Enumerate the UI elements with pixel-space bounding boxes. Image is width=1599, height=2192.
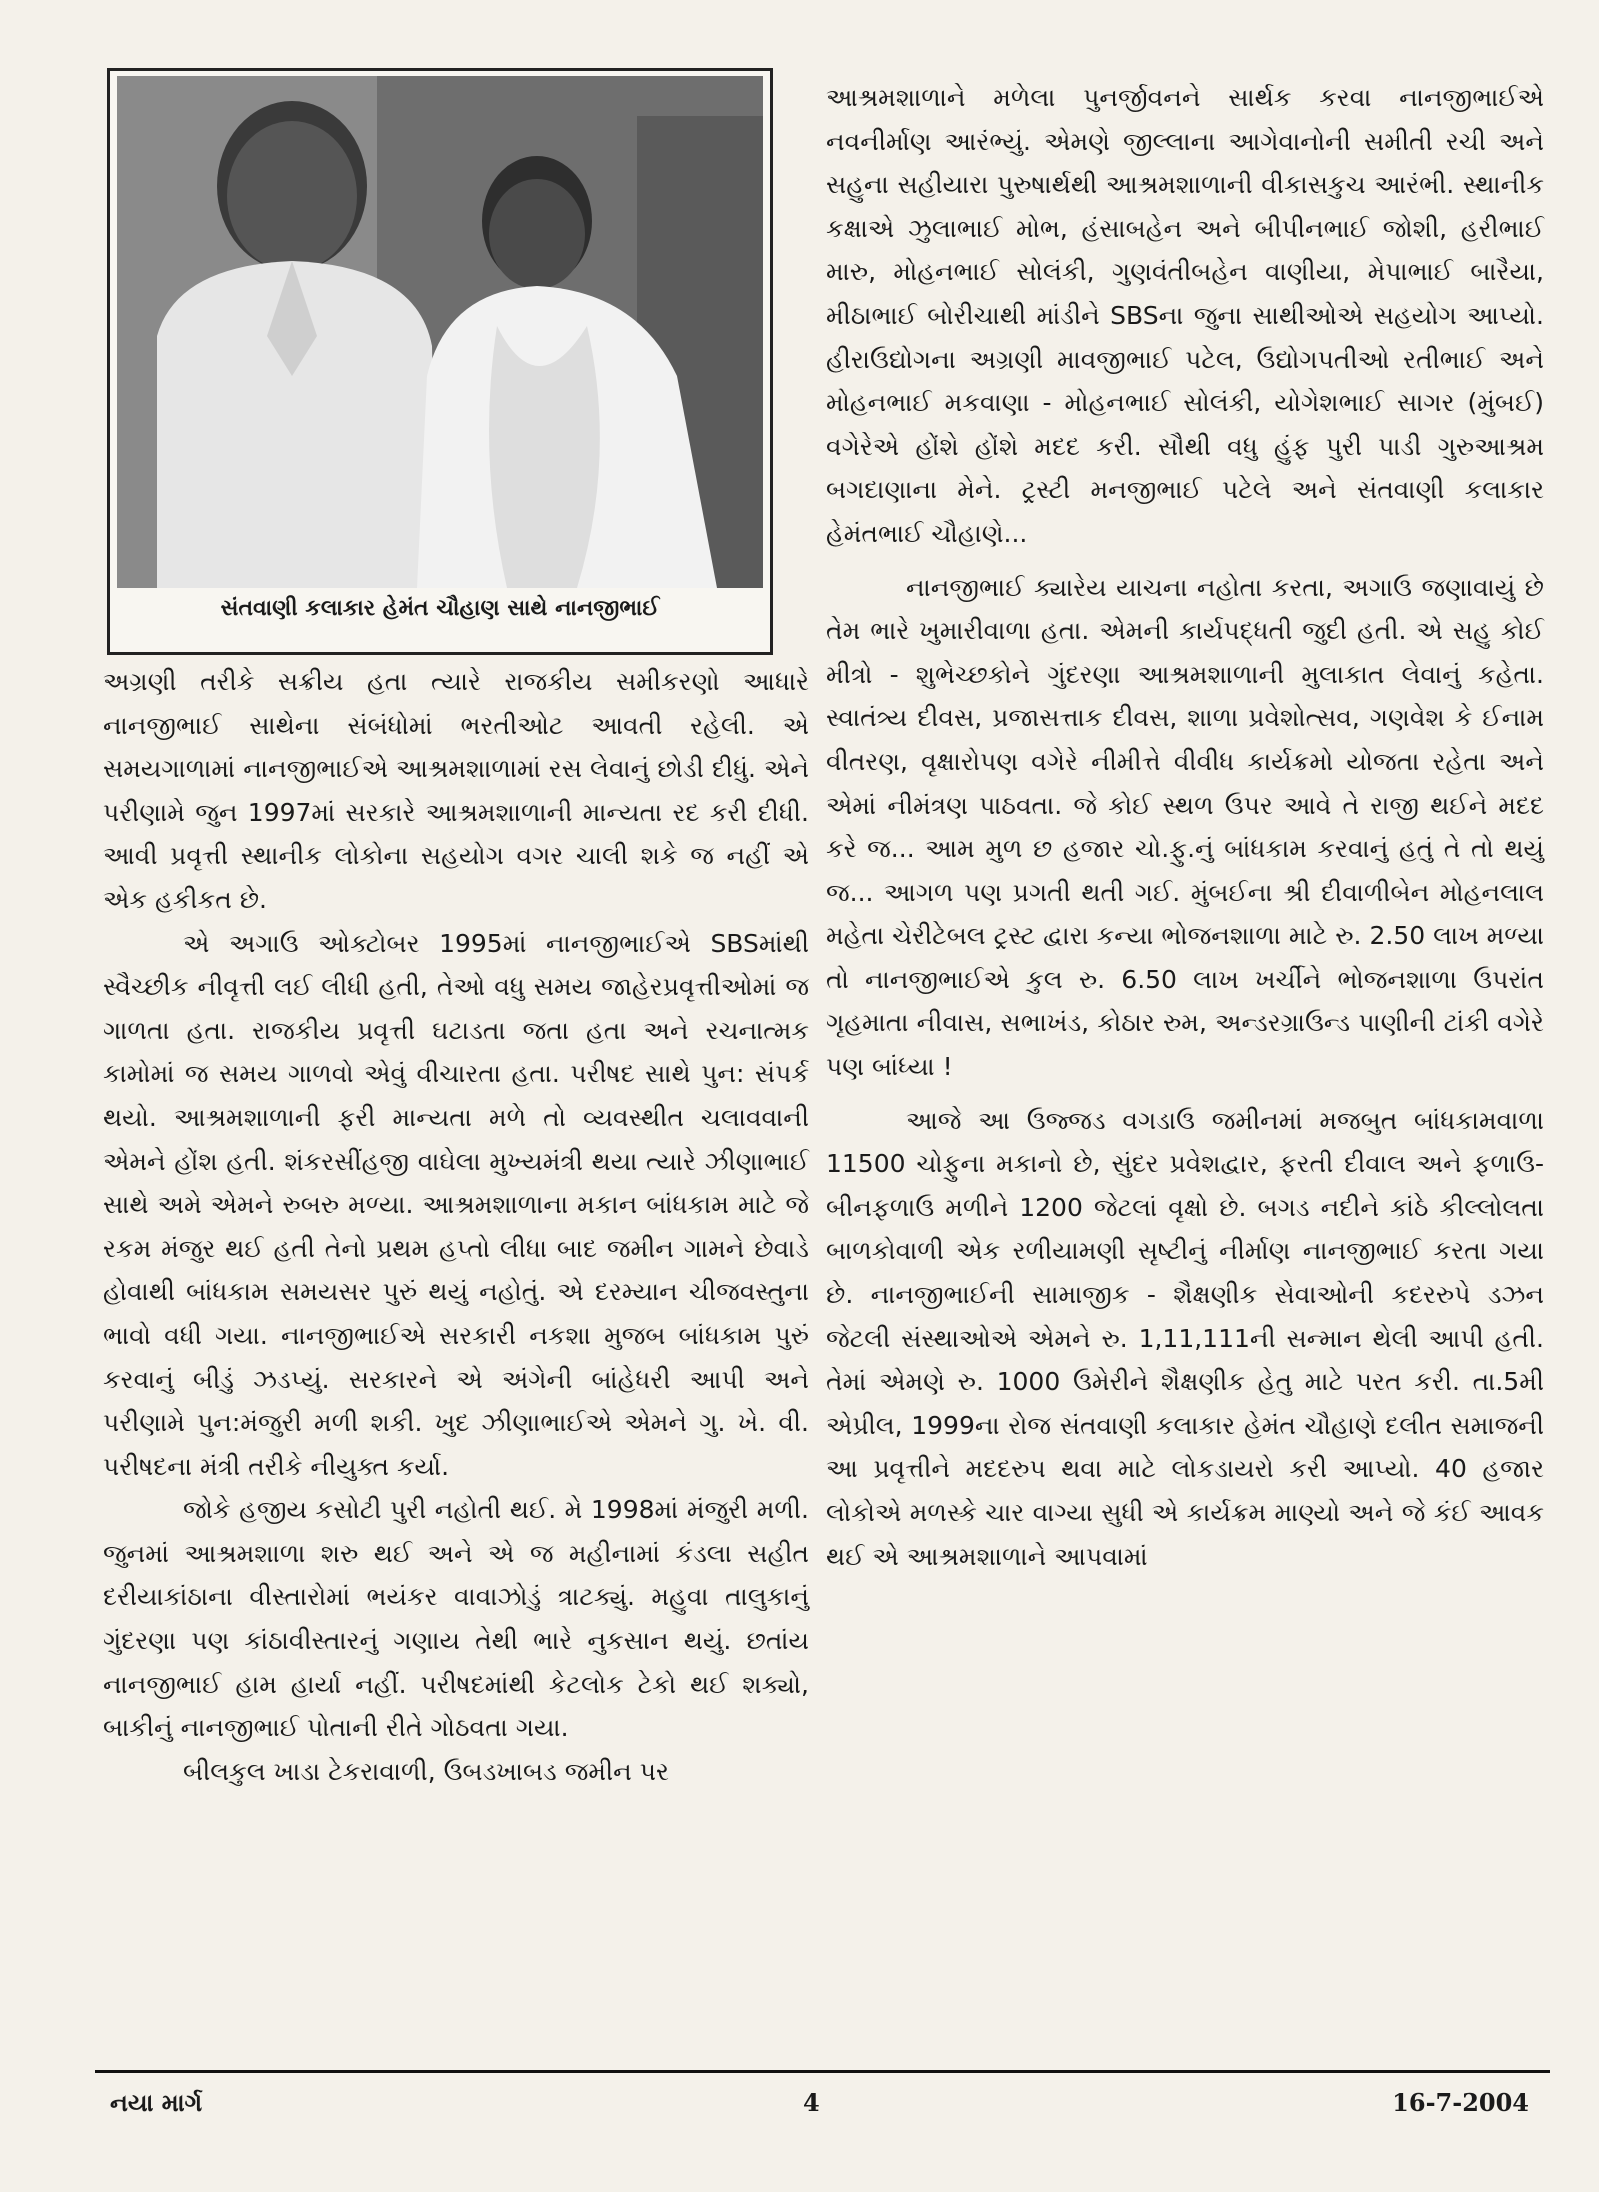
- page-number: 4: [803, 2088, 820, 2117]
- paragraph: એ અગાઉ ઓક્ટોબર 1995માં નાનજીભાઈએ SBSમાંથી સ્વૈચ્છીક નીવૃત્તી લઈ લીધી હતી, તેઓ વધુ સમય જાહેરપ્રવૃત્તીઓમાં જ ગાળતા હતા. રાજકીય પ્રવૃત્તી ઘટાડતા જતા હતા અને રચનાત્મક કામોમાં જ સમય ગાળવો એવું વીચારતા હતા. પરીષદ સાથે પુન: સંપર્ક થયો. આશ્રમશાળાની ફરી માન્યતા મળે તો વ્યવસ્થીત ચલાવવાની એમને હોંશ હતી. શંકરસીંહજી વાઘેલા મુખ્યમંત્રી થયા ત્યારે ઝીણાભાઈ સાથે અમે એમને રુબરુ મળ્યા. આશ્રમશાળાના મકાન બાંધકામ માટે જે રકમ મંજુર થઈ હતી તેનો પ્રથમ હપ્તો લીધા બાદ જમીન ગામને છેવાડે હોવાથી બાંધકામ સમયસર પુરું થયું નહોતું. એ દરમ્યાન ચીજવસ્તુના ભાવો વધી ગયા. નાનજીભાઈએ સરકારી નકશા મુજબ બાંધકામ પુરું કરવાનું બીડું ઝડપ્યું. સરકારને એ અંગેની બાંહેધરી આપી અને પરીણામે પુન:મંજુરી મળી શકી. ખુદ ઝીણાભાઈએ એમને ગુ. ખે. વી. પરીષદના મંત્રી તરીકે નીયુક્ત કર્યા.: [103, 928, 809, 1481]
- left-column: [103, 660, 809, 1793]
- paragraph: નાનજીભાઈ ક્યારેય યાચના નહોતા કરતા, અગાઉ જણાવાયું છે તેમ ભારે ખુમારીવાળા હતા. એમની કાર્યપદ્ધતી જુદી હતી. એ સહુ કોઈ મીત્રો - શુભેચ્છકોને ગુંદરણા આશ્રમશાળાની મુલાકાત લેવાનું કહેતા. સ્વાતંત્ર્ય દીવસ, પ્રજાસત્તાક દીવસ, શાળા પ્રવેશોત્સવ, ગણવેશ કે ઈનામ વીતરણ, વૃક્ષારોપણ વગેરે નીમીત્તે વીવીધ કાર્યક્રમો યોજતા રહેતા અને એમાં નીમંત્રણ પાઠવતા. જે કોઈ સ્થળ ઉપર આવે તે રાજી થઈને મદદ કરે જ... આમ મુળ છ હજાર ચો.ફુ.નું બાંધકામ કરવાનું હતું તે તો થયું જ... આગળ પણ પ્રગતી થતી ગઈ. મુંબઈના શ્રી દીવાળીબેન મોહનલાલ મહેતા ચેરીટેબલ ટ્રસ્ટ દ્વારા કન્યા ભોજનશાળા માટે રુ. 2.50 લાખ મળ્યા તો નાનજીભાઈએ કુલ રુ. 6.50 લાખ ખર્ચીને ભોજનશાળા ઉપરાંત ગૃહમાતા નીવાસ, સભાખંડ, કોઠાર રુમ, અન્ડરગ્રાઉન્ડ પાણીની ટાંકી વગેરે પણ બાંધ્યા !: [826, 572, 1544, 1082]
- paragraph: આજે આ ઉજ્જડ વગડાઉ જમીનમાં મજબુત બાંધકામવાળા 11500 ચોફુના મકાનો છે, સુંદર પ્રવેશદ્વાર, ફરતી દીવાલ અને ફળાઉ-બીનફળાઉ મળીને 1200 જેટલાં વૃક્ષો છે. બગડ નદીને કાંઠે કીલ્લોલતા બાળકોવાળી એક રળીયામણી સૃષ્ટીનું નીર્માણ નાનજીભાઈ કરતા ગયા છે. નાનજીભાઈની સામાજીક - શૈક્ષણીક સેવાઓની કદરરુપે ડઝન જેટલી સંસ્થાઓએ એમને રુ. 1,11,111ની સન્માન થેલી આપી હતી. તેમાં એમણે રુ. 1000 ઉમેરીને શૈક્ષણીક હેતુ માટે પરત કરી. તા.5મી એપ્રીલ, 1999ના રોજ સંતવાણી કલાકાર હેમંત ચૌહાણે દલીત સમાજની આ પ્રવૃત્તીને મદદરુપ થવા માટે લોકડાયરો કરી આપ્યો. 40 હજાર લોકોએ મળસ્કે ચાર વાગ્યા સુધી એ કાર્યક્રમ માણ્યો અને જે કંઈ આવક થઈ એ આશ્રમશાળાને આપવામાં: [826, 1105, 1544, 1571]
- photo-caption: સંતવાણી કલાકાર હેમંત ચૌહાણ સાથે નાનજીભાઈ: [220, 596, 660, 621]
- paragraph: બીલકુલ ખાડા ટેકરાવાળી, ઉબડખાબડ જમીન પર: [183, 1756, 669, 1786]
- paragraph: જોકે હજીય કસોટી પુરી નહોતી થઈ. મે 1998માં મંજુરી મળી. જુનમાં આશ્રમશાળા શરુ થઈ અને એ જ મહીનામાં કંડલા સહીત દરીયાકાંઠાના વીસ્તારોમાં ભયંકર વાવાઝોડું ત્રાટક્યું. મહુવા તાલુકાનું ગુંદરણા પણ કાંઠાવીસ્તારનું ગણાય તેથી ભારે નુકસાન થયું. છતાંય નાનજીભાઈ હામ હાર્યા નહીં. પરીષદમાંથી કેટલોક ટેકો થઈ શક્યો, બાકીનું નાનજીભાઈ પોતાની રીતે ગોઠવતા ગયા.: [103, 1495, 809, 1743]
- photo: [117, 76, 763, 588]
- photo-illustration: [117, 76, 763, 588]
- footer-rule: [95, 2070, 1550, 2073]
- photo-frame: [107, 68, 773, 655]
- paragraph: આશ્રમશાળાને મળેલા પુનર્જીવનને સાર્થક કરવા નાનજીભાઈએ નવનીર્માણ આરંભ્યું. એમણે જીલ્લાના આગેવાનોની સમીતી રચી અને સહુના સહીયારા પુરુષાર્થથી આશ્રમશાળાની વીકાસકુચ આરંભી. સ્થાનીક કક્ષાએ ઝુલાભાઈ મોભ, હંસાબહેન અને બીપીનભાઈ જોશી, હરીભાઈ મારુ, મોહનભાઈ સોલંકી, ગુણવંતીબહેન વાણીયા, મેપાભાઈ બારૈયા, મીઠાભાઈ બોરીચાથી માંડીને SBSના જુના સાથીઓએ સહયોગ આપ્યો. હીરાઉદ્યોગના અગ્રણી માવજીભાઈ પટેલ, ઉદ્યોગપતીઓ રતીભાઈ અને મોહનભાઈ મકવાણા - મોહનભાઈ સોલંકી, યોગેશભાઈ સાગર (મુંબઈ) વગેરેએ હોંશે હોંશે મદદ કરી. સૌથી વધુ હુંફ પુરી પાડી ગુરુઆશ્રમ બગદાણાના મેને. ટ્રસ્ટી મનજીભાઈ પટેલે અને સંતવાણી કલાકાર હેમંતભાઈ ચૌહાણે...: [826, 83, 1544, 548]
- paragraph: અગ્રણી તરીકે સક્રીય હતા ત્યારે રાજકીય સમીકરણો આધારે નાનજીભાઈ સાથેના સંબંધોમાં ભરતીઓટ આવતી રહેલી. એ સમયગાળામાં નાનજીભાઈએ આશ્રમશાળામાં રસ લેવાનું છોડી દીધું. એને પરીણામે જુન 1997માં સરકારે આશ્રમશાળાની માન્યતા રદ કરી દીધી. આવી પ્રવૃત્તી સ્થાનીક લોકોના સહયોગ વગર ચાલી શકે જ નહીં એ એક હકીકત છે.: [103, 667, 809, 914]
- right-column: [826, 76, 1544, 1578]
- issue-date: 16-7-2004: [1392, 2088, 1529, 2117]
- publication-name: નયા માર્ગ: [110, 2088, 203, 2117]
